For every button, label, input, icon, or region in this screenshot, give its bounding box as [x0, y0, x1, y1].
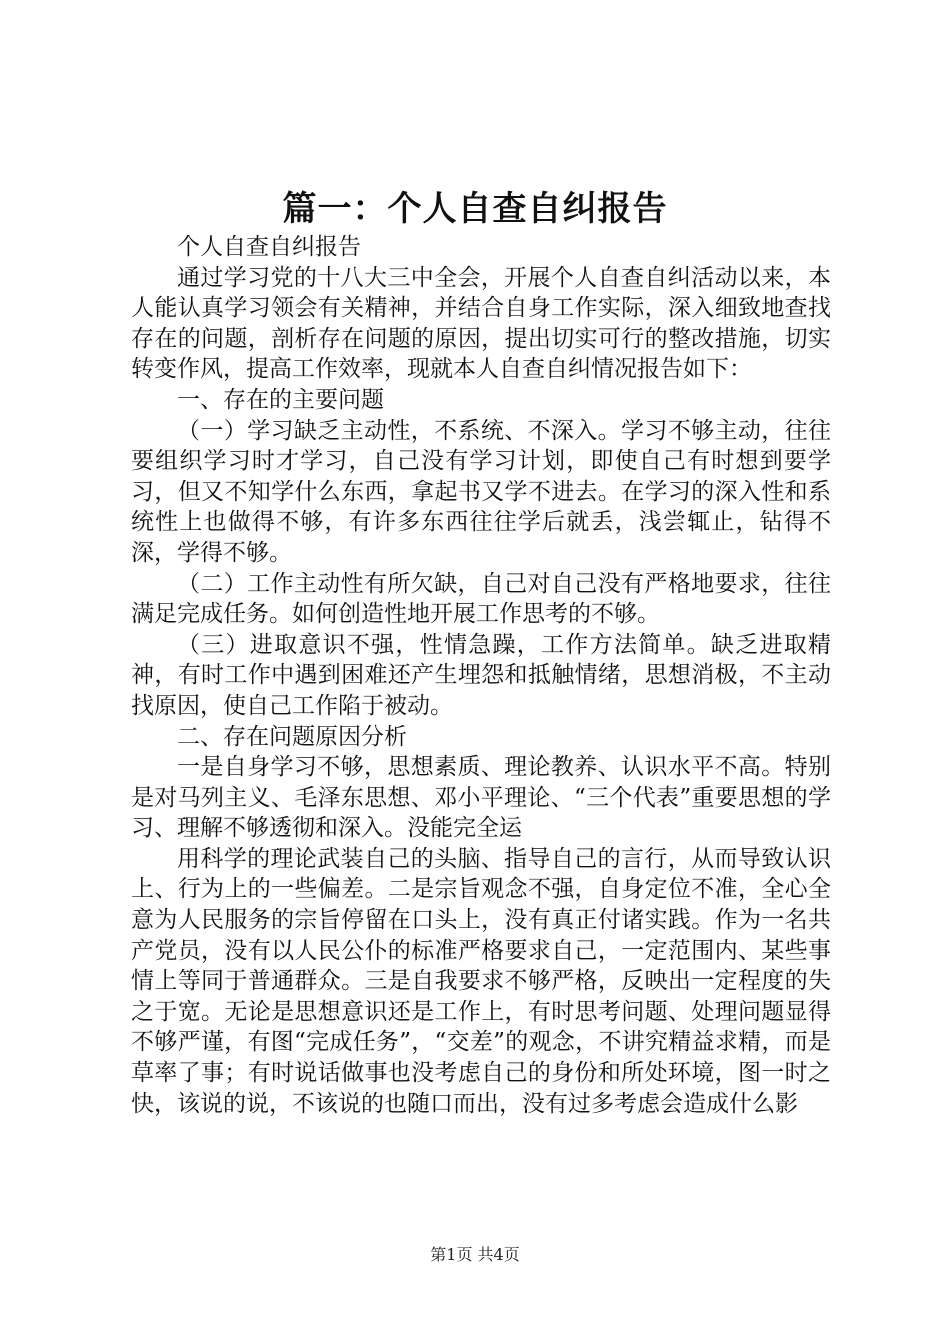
- section-heading-problems: 一、存在的主要问题: [177, 386, 384, 413]
- paragraph-problem-3: （三）进取意识不强，性情急躁，工作方法简单。缺乏进取精神，有时工作中遇到困难还产生埋怨和抵触情绪，思想消极，不主动找原因，使自己工作陷于被动。: [131, 631, 831, 719]
- paragraph-cause-1: 一是自身学习不够，思想素质、理论教养、认识水平不高。特别是对马列主义、毛泽东思想、邓小平理论、“三个代表”重要思想的学习、理解不够透彻和深入。没能完全运: [131, 754, 831, 842]
- document-body: [131, 232, 831, 1119]
- paragraph-problem-1: （一）学习缺乏主动性，不系统、不深入。学习不够主动，往往要组织学习时才学习，自己没有学习计划，即使自己有时想到要学习，但又不知学什么东西，拿起书又学不进去。在学习的深入性和系统性上也做得不够，有许多东西往往学后就丢，浅尝辄止，钻得不深，学得不够。: [131, 417, 831, 566]
- paragraph-subtitle: 个人自查自纠报告: [177, 234, 361, 260]
- page-number-footer: 第1页 共4页: [430, 1245, 520, 1264]
- section-heading-causes: 二、存在问题原因分析: [177, 723, 407, 750]
- paragraph-problem-2: （二）工作主动性有所欠缺，自己对自己没有严格地要求，往往满足完成任务。如何创造性地开展工作思考的不够。: [131, 570, 831, 628]
- paragraph-intro: 通过学习党的十八大三中全会，开展个人自查自纠活动以来，本人能认真学习领会有关精神，并结合自身工作实际，深入细致地查找存在的问题，剖析存在问题的原因，提出切实可行的整改措施，切实转变作风，提高工作效率，现就本人自查自纠情况报告如下：: [131, 264, 831, 383]
- document-title: 篇一：个人自查自纠报告: [282, 189, 668, 229]
- paragraph-cause-2: 用科学的理论武装自己的头脑、指导自己的言行，从而导致认识上、行为上的一些偏差。二是宗旨观念不强，自身定位不准，全心全意为人民服务的宗旨停留在口头上，没有真正付诸实践。作为一名共产党员，没有以人民公仆的标准严格要求自己，一定范围内、某些事情上等同于普通群众。三是自我要求不够严格，反映出一定程度的失之于宽。无论是思想意识还是工作上，有时思考问题、处理问题显得不够严谨，有图“完成任务”，“交差”的观念，不讲究精益求精，而是草率了事；有时说话做事也没考虑自己的身份和所处环境，图一时之快，该说的说，不该说的也随口而出，没有过多考虑会造成什么影: [131, 845, 831, 1117]
